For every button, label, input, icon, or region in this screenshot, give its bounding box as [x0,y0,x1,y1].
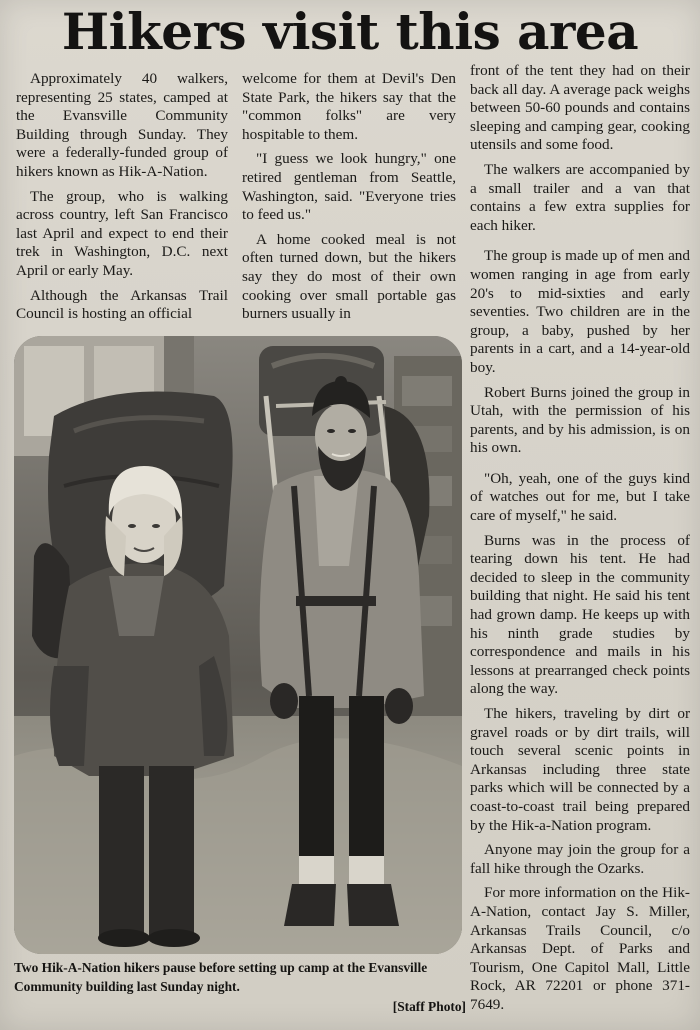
paragraph: For more information on the Hik-A-Nation, contact Jay S. Miller, Arkansas Trails Council, c/o Arkansas Dept. of Parks and Tourism, One Capitol Mall, Little Rock, AR 72201 or phone 371-7649. [470,884,690,1013]
paragraph: The hikers, traveling by dirt or gravel roads or by dirt trails, will touch several scenic points in Arkansas including three state parks which will be connected by a coast-to-coast trail being prepared by the Hik-a-Nation program. [470,705,690,834]
article-column-3 [470,62,690,1018]
paragraph: The group is made up of men and women ranging in age from early 20's to mid-sixties and early seventies. Two children are in the group, a baby, pushed by her parents in a cart, and a 14-year-old boy. [470,247,690,376]
paragraph: "I guess we look hungry," one retired gentleman from Seattle, Washington, said. "Everyone tries to feed us." [242,150,456,224]
photo-caption: Two Hik-A-Nation hikers pause before setting up camp at the Evansville Community building last Sunday night. [14,960,428,994]
headline: Hikers visit this area [61,2,639,61]
paragraph: "Oh, yeah, one of the guys kind of watches out for me, but I take care of myself," he said. [470,469,690,525]
paragraph: Although the Arkansas Trail Council is hosting an official [16,286,228,323]
paragraph: front of the tent they had on their back all day. A average pack weighs between 50-60 pounds and contains sleeping and camping gear, cooking utensils and some food. [470,62,690,154]
article-column-1 [16,70,228,330]
paragraph: The walkers are accompanied by a small trailer and a van that contains a few extra supplies for each hiker. [470,160,690,234]
paragraph: A home cooked meal is not often turned down, but the hikers say they do most of their own cooking over small portable gas burners usually in [242,230,456,323]
article-column-2 [242,70,456,332]
paragraph: welcome for them at Devil's Den State Park, the hikers say that the "common folks" are very hospitable to them. [242,70,456,143]
paragraph: Robert Burns joined the group in Utah, with the permission of his parents, and by his admission, is on his own. [470,383,690,457]
paragraph: Burns was in the process of tearing down his tent. He had decided to sleep in the community building that night. He said his tent had grown damp. He keeps up with his ninth grade studies by correspondence and mails in his lessons at prearranged check points along the way. [470,531,690,698]
photo-credit: [Staff Photo] [392,999,466,1014]
photo-illustration [14,336,462,954]
paragraph: Anyone may join the group for a fall hike through the Ozarks. [470,841,690,877]
paragraph: Approximately 40 walkers, representing 25 states, camped at the Evansville Community Building through Sunday. They were a federally-funded group of hikers known as Hik-A-Nation. [16,70,228,180]
paragraph: The group, who is walking across country, left San Francisco last April and expect to end their trek in Washington, D.C. next April or early May. [16,187,228,279]
staff-photo [14,336,462,954]
